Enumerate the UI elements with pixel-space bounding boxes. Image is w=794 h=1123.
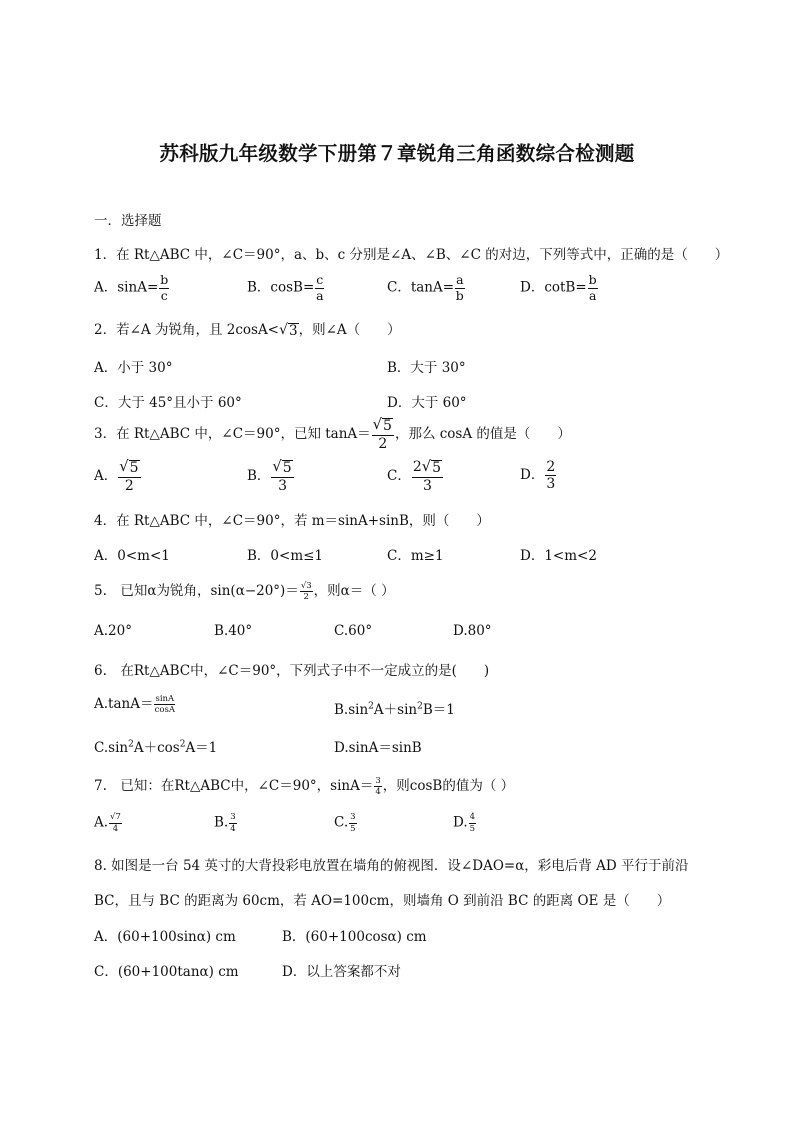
q1-option-d: D．cotB= $\frac{b}{a}$ — [520, 272, 597, 303]
q4-option-b: B．0<m≤1 — [247, 548, 324, 564]
q7-option-b: B. $\frac{3}{4}$ — [214, 812, 236, 834]
q1-option-c: C．tanA= $\frac{a}{b}$ — [387, 272, 464, 303]
question-8-line-1: 8. 如图是一台 54 英寸的大背投彩电放置在墙角的俯视图．设∠DAO=α，彩电后背 AD 平行于前沿 — [94, 858, 689, 874]
q6-option-b: $B.\sin^2A+\sin^2B=1$ — [334, 701, 455, 718]
q4-option-c: C．m≥1 — [387, 548, 444, 564]
q7-option-a: A. $\frac{√7}{4}$ — [94, 812, 121, 834]
question-1-stem: 1．在 Rt△ABC 中，∠C＝90°，a、b、c 分别是∠A、∠B、∠C 的对边，下列等式中，正确的是（ ） — [94, 247, 729, 263]
q3-option-d: D． $\frac{2}{3}$ — [520, 459, 556, 492]
q7-option-d: D. $\frac{4}{5}$ — [453, 812, 476, 834]
q4-option-d: D．1<m<2 — [520, 548, 597, 564]
q6-option-d: D.sinA＝sinB — [334, 740, 422, 756]
q8-option-b: B．(60+100cosα) cm — [282, 929, 427, 945]
q2-option-c: C．大于 45°且小于 60° — [94, 395, 242, 411]
question-5-stem: 5. 已知α为锐角，sin(α−20°)＝ $\frac{√3}{2}$ ，则α＝（ ） — [94, 580, 395, 602]
q5-option-a: A.20° — [94, 623, 132, 639]
document-title: 苏科版九年级数学下册第７章锐角三角函数综合检测题 — [159, 142, 635, 165]
q2-option-a: A．小于 30° — [94, 360, 173, 376]
q7-option-c: C. $\frac{3}{5}$ — [334, 812, 356, 834]
question-3-stem: 3．在 Rt△ABC 中，∠C＝90°，已知 tanA＝ √ 5 2 ，那么 cosA 的值是（ ） — [94, 416, 571, 452]
question-6-stem: 6. 在Rt△ABC中，∠C＝90°，下列式子中不一定成立的是( ) — [94, 663, 490, 679]
q5-option-d: D.80° — [453, 623, 492, 639]
q8-option-c: C．(60+100tanα) cm — [94, 964, 239, 980]
q3-option-b: B． √ 5 3 — [247, 458, 292, 494]
section-heading: 一．选择题 — [94, 213, 162, 229]
q2-option-b: B．大于 30° — [387, 360, 466, 376]
q6-option-a: A.tanA＝ $\frac{\sin A}{\cos A}$ — [94, 693, 176, 715]
q6-option-c: $C.\sin^2A+\cos^2A=1$ — [94, 739, 218, 756]
q4-option-a: A．0<m<1 — [94, 548, 170, 564]
q8-option-a: A．(60+100sinα) cm — [94, 929, 236, 945]
q1-option-b: B．cosB= $\frac{c}{a}$ — [247, 272, 324, 303]
q2-option-d: D．大于 60° — [387, 395, 467, 411]
q1-option-a: A．sinA= $\frac{b}{c}$ — [94, 272, 169, 303]
question-2-stem: 2．若∠A 为锐角，且 2cosA< √ 3 ，则∠A（ ） — [94, 322, 401, 339]
question-8-line-2: BC，且与 BC 的距离为 60cm，若 AO=100cm，则墙角 O 到前沿 BC 的距离 OE 是（ ） — [94, 893, 671, 909]
q8-option-d: D．以上答案都不对 — [282, 964, 401, 980]
q5-option-c: C.60° — [334, 623, 373, 639]
question-4-stem: 4．在 Rt△ABC 中，∠C＝90°，若 m＝sinA+sinB，则（ ） — [94, 513, 490, 529]
q3-option-a: A． √ 5 2 — [94, 458, 139, 494]
question-7-stem: 7. 已知：在Rt△ABC中，∠C＝90°，sinA＝ $\frac{3}{4}$ ，则cosB的值为（ ） — [94, 775, 515, 797]
q5-option-b: B.40° — [214, 623, 253, 639]
q3-option-c: C． 2 √ 5 3 — [387, 458, 442, 494]
